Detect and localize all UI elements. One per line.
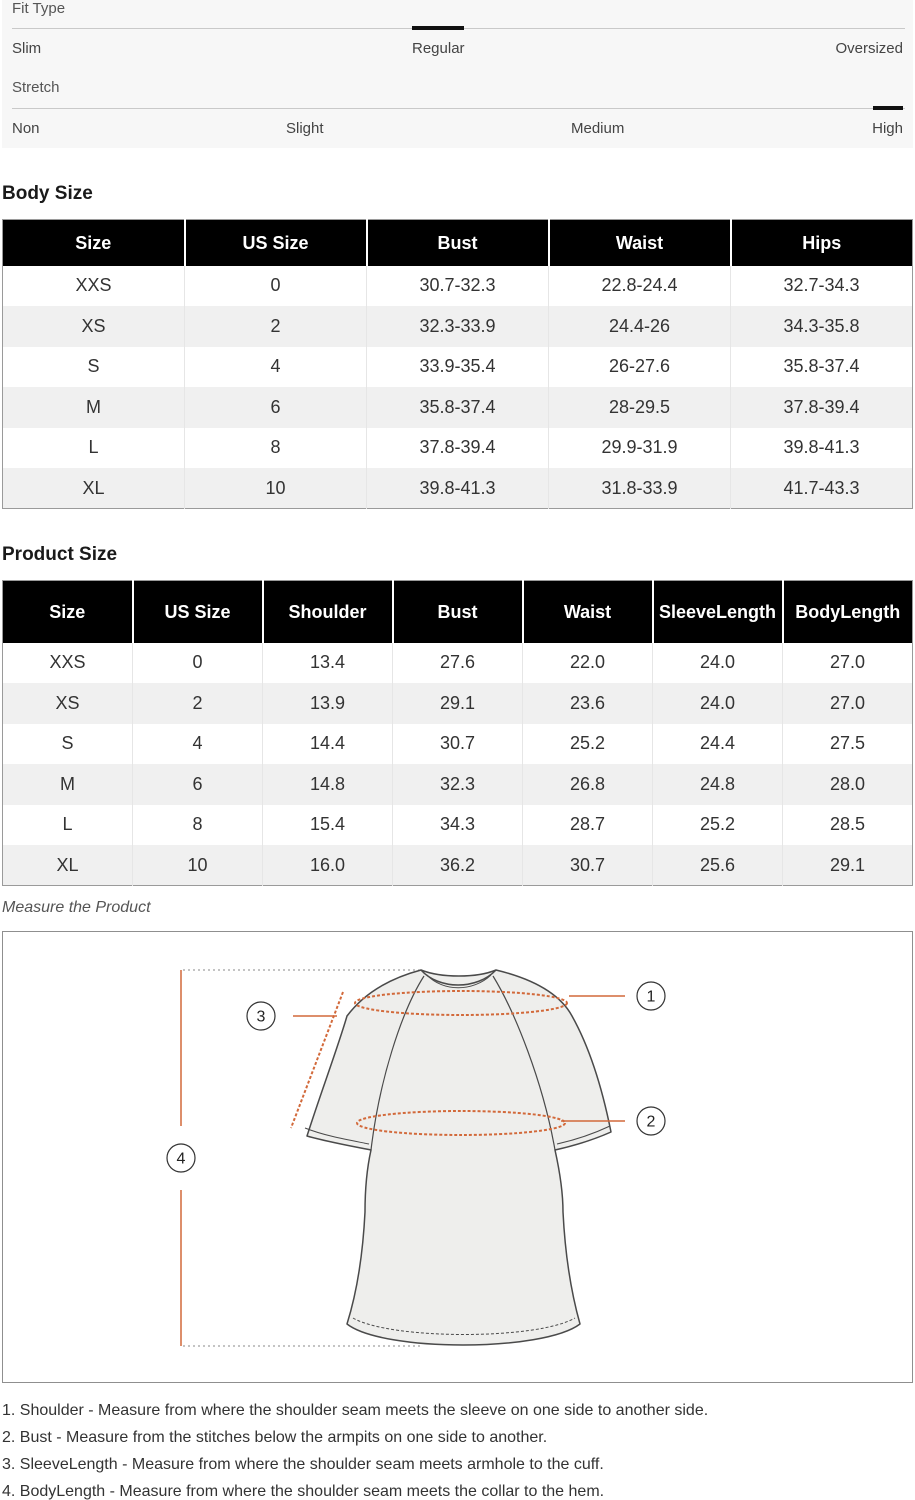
- table-cell: XL: [3, 468, 185, 509]
- table-cell: 8: [185, 428, 367, 469]
- column-header-hips: Hips: [731, 220, 913, 266]
- table-cell: 24.0: [653, 643, 783, 684]
- table-row: [3, 387, 913, 428]
- table-cell: 14.8: [263, 764, 393, 805]
- table-cell: 35.8-37.4: [367, 387, 549, 428]
- column-header-us-size: US Size: [185, 220, 367, 266]
- note-sleeve-length: 3. SleeveLength - Measure from where the shoulder seam meets armhole to the cuff.: [2, 1456, 604, 1473]
- fit-option-oversized: Oversized: [835, 40, 903, 57]
- table-row: [3, 428, 913, 469]
- table-cell: 24.4-26: [549, 306, 731, 347]
- table-cell: 26-27.6: [549, 347, 731, 388]
- tshirt-diagram: [3, 932, 914, 1384]
- table-cell: 28.5: [783, 805, 913, 846]
- fit-type-marker: [412, 26, 464, 30]
- table-cell: 26.8: [523, 764, 653, 805]
- table-header-row: [3, 220, 913, 266]
- table-cell: XXS: [75, 275, 112, 296]
- measurement-notes: [2, 1397, 913, 1500]
- table-cell: XXS: [49, 652, 86, 673]
- stretch-option-medium: Medium: [571, 120, 625, 137]
- body-size-table: [2, 219, 913, 509]
- product-size-heading: Product Size: [2, 544, 118, 565]
- table-cell: 4: [185, 347, 367, 388]
- table-cell: 39.8-41.3: [731, 428, 913, 469]
- tshirt-icon: [305, 970, 611, 1345]
- fit-type-title: Fit Type: [12, 0, 66, 17]
- table-cell: XS: [3, 683, 133, 724]
- table-cell: 2: [133, 683, 263, 724]
- table-row: [3, 724, 913, 765]
- table-cell: 16.0: [263, 845, 393, 886]
- table-cell: 27.0: [783, 683, 913, 724]
- stretch-title: Stretch: [12, 79, 60, 96]
- table-row: [3, 347, 913, 388]
- table-cell: 29.1: [393, 683, 523, 724]
- table-row: [3, 683, 913, 724]
- table-cell: 27.6: [393, 643, 523, 684]
- table-cell: 10: [185, 468, 367, 509]
- table-cell: 39.8-41.3: [367, 468, 549, 509]
- table-cell: 33.9-35.4: [367, 347, 549, 388]
- table-cell: XL: [3, 845, 133, 886]
- table-cell: 32.7-34.3: [731, 266, 913, 307]
- note-shoulder: 1. Shoulder - Measure from where the shoulder seam meets the sleeve on one side to another side.: [2, 1402, 709, 1419]
- table-cell: L: [62, 814, 73, 835]
- table-row: [3, 805, 913, 846]
- table-cell: 23.6: [523, 683, 653, 724]
- table-row: [3, 643, 913, 684]
- table-cell: 28-29.5: [549, 387, 731, 428]
- table-cell: 24.8: [653, 764, 783, 805]
- column-header-body-length: BodyLength: [783, 581, 913, 643]
- table-cell: 13.9: [263, 683, 393, 724]
- body-size-heading: Body Size: [2, 183, 93, 204]
- table-cell: L: [88, 437, 99, 458]
- table-cell: 0: [133, 643, 263, 684]
- column-header-size: Size: [3, 220, 185, 266]
- note-body-length: 4. BodyLength - Measure from where the shoulder seam meets the collar to the hem.: [2, 1483, 605, 1500]
- table-cell: 6: [133, 764, 263, 805]
- table-cell: 6: [185, 387, 367, 428]
- measurement-diagram: [2, 931, 913, 1383]
- table-cell: 4: [133, 724, 263, 765]
- callout-2-label: 2: [646, 1113, 656, 1131]
- table-cell: 10: [133, 845, 263, 886]
- fit-stretch-panel: [2, 0, 913, 148]
- fit-option-regular: Regular: [412, 40, 465, 57]
- stretch-option-high: High: [872, 120, 903, 137]
- table-cell: 27.5: [783, 724, 913, 765]
- stretch-marker: [873, 106, 903, 110]
- table-cell: 22.8-24.4: [549, 266, 731, 307]
- column-header-sleeve-length: SleeveLength: [653, 581, 783, 643]
- table-cell: 30.7: [523, 845, 653, 886]
- column-header-bust: Bust: [393, 581, 523, 643]
- table-cell: 36.2: [393, 845, 523, 886]
- note-bust: 2. Bust - Measure from the stitches below the armpits on one side to another.: [2, 1429, 548, 1446]
- table-cell: 32.3: [393, 764, 523, 805]
- callout-4-label: 4: [176, 1150, 186, 1168]
- table-cell: 32.3-33.9: [367, 306, 549, 347]
- table-cell: 37.8-39.4: [731, 387, 913, 428]
- callout-1: [637, 982, 665, 1010]
- table-cell: 34.3: [393, 805, 523, 846]
- table-row: [3, 266, 913, 307]
- table-cell: 34.3-35.8: [731, 306, 913, 347]
- table-cell: 8: [133, 805, 263, 846]
- table-cell: 30.7: [393, 724, 523, 765]
- callout-3-label: 3: [256, 1008, 266, 1026]
- table-cell: 25.2: [523, 724, 653, 765]
- table-row: [3, 306, 913, 347]
- table-cell: M: [3, 387, 185, 428]
- table-cell: 29.9-31.9: [549, 428, 731, 469]
- column-header-us-size: US Size: [133, 581, 263, 643]
- stretch-scale: [12, 108, 905, 109]
- table-cell: 29.1: [783, 845, 913, 886]
- callout-2: [637, 1107, 665, 1135]
- column-header-waist: Waist: [523, 581, 653, 643]
- table-cell: 2: [185, 306, 367, 347]
- table-cell: 25.2: [653, 805, 783, 846]
- table-cell: 31.8-33.9: [549, 468, 731, 509]
- callout-1-label: 1: [646, 988, 656, 1006]
- column-header-size: Size: [3, 581, 133, 643]
- table-row: [3, 845, 913, 886]
- stretch-option-non: Non: [12, 120, 40, 137]
- table-cell: XS: [3, 306, 185, 347]
- table-cell: 30.7-32.3: [367, 266, 549, 307]
- table-cell: 24.0: [653, 683, 783, 724]
- table-cell: 27.0: [783, 643, 913, 684]
- column-header-bust: Bust: [367, 220, 549, 266]
- table-cell: 0: [185, 266, 367, 307]
- table-cell: 14.4: [263, 724, 393, 765]
- table-header-row: [3, 581, 913, 643]
- table-row: [3, 468, 913, 509]
- stretch-option-slight: Slight: [286, 120, 324, 137]
- table-cell: 37.8-39.4: [367, 428, 549, 469]
- table-cell: 24.4: [653, 724, 783, 765]
- table-cell: 25.6: [653, 845, 783, 886]
- product-size-table: [2, 580, 913, 886]
- table-cell: 15.4: [263, 805, 393, 846]
- measure-caption: Measure the Product: [2, 899, 151, 916]
- fit-option-slim: Slim: [12, 40, 42, 57]
- table-cell: 22.0: [523, 643, 653, 684]
- table-cell: 41.7-43.3: [731, 468, 913, 509]
- table-cell: S: [87, 356, 100, 377]
- table-cell: M: [3, 764, 133, 805]
- callout-4: [167, 1144, 195, 1172]
- table-cell: 35.8-37.4: [731, 347, 913, 388]
- table-row: [3, 764, 913, 805]
- table-cell: 13.4: [263, 643, 393, 684]
- table-cell: 28.0: [783, 764, 913, 805]
- callout-3: [247, 1002, 275, 1030]
- table-cell: 28.7: [523, 805, 653, 846]
- column-header-shoulder: Shoulder: [263, 581, 393, 643]
- table-cell: S: [61, 733, 74, 754]
- column-header-waist: Waist: [549, 220, 731, 266]
